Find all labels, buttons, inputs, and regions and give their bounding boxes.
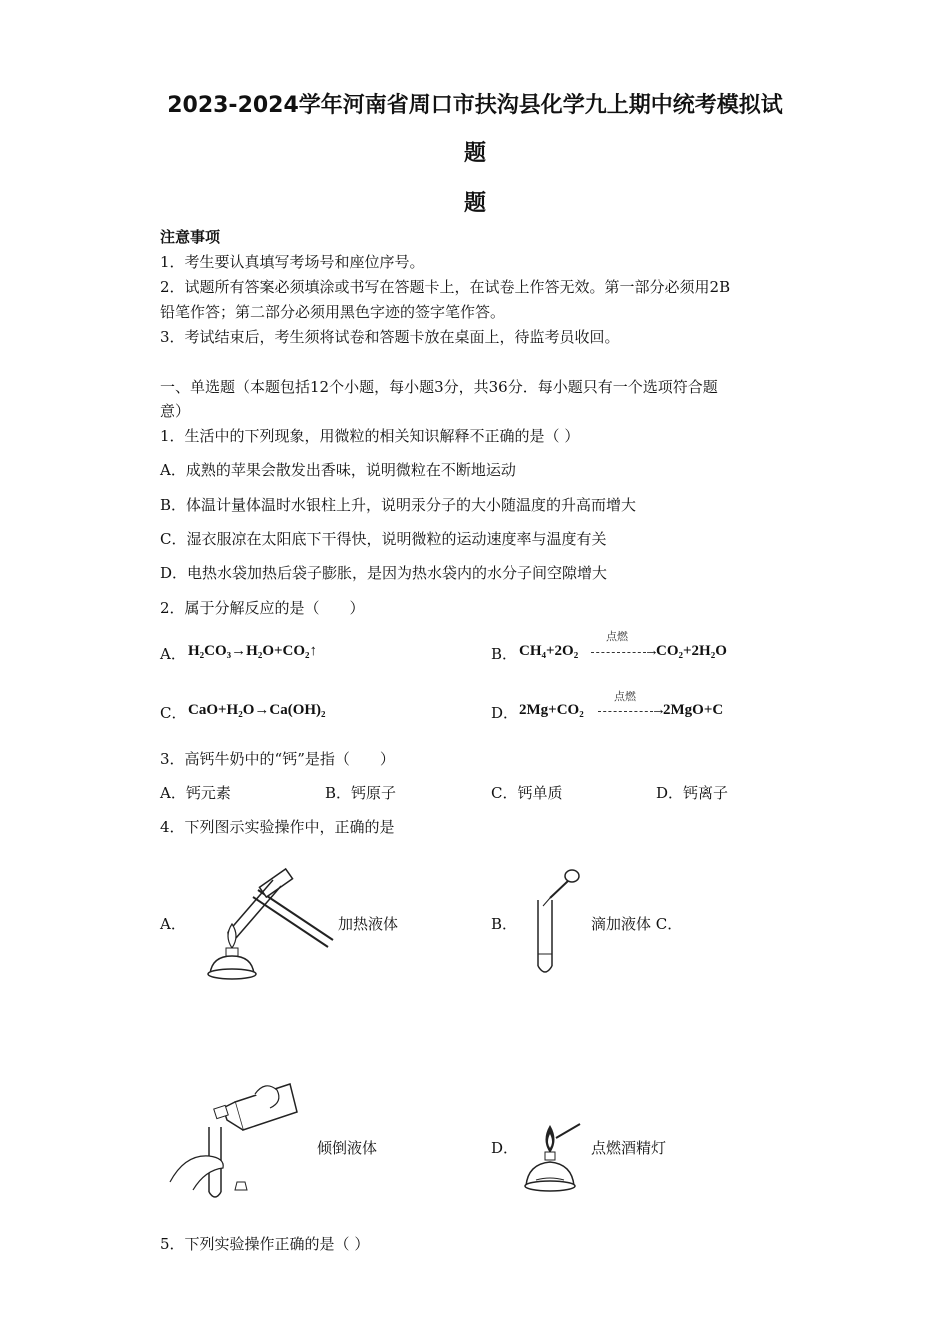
q2-option-c-label: C．	[160, 704, 187, 722]
q2-option-b-arrow	[591, 652, 646, 653]
notice-item-2b: 铅笔作答；第二部分必须用黑色字迹的签字笔作答。	[160, 303, 506, 321]
exam-title-line3: 题	[463, 191, 486, 216]
exam-title-line2: 题	[463, 141, 486, 166]
section-heading-b: 意）	[160, 402, 191, 420]
q2-option-b-arrowhead: →	[644, 643, 659, 659]
q1-option-a: A．成熟的苹果会散发出香味，说明微粒在不断地运动	[160, 461, 516, 479]
q4-option-a-caption: 加热液体	[338, 915, 399, 933]
exam-title-line1: 2023-2024学年河南省周口市扶沟县化学九上期中统考模拟试	[167, 93, 783, 118]
lighting-alcohol-lamp-illustration	[518, 1118, 588, 1198]
q2-option-d-arrow	[598, 711, 653, 712]
q2-option-d-arrowhead: →	[651, 702, 666, 718]
q3-stem: 3．高钙牛奶中的“钙”是指（ ）	[160, 750, 395, 768]
q3-option-c: C．钙单质	[491, 784, 563, 802]
q4-option-a-label: A．	[160, 915, 186, 933]
q2-option-b-products: CO₂+2H₂O	[656, 643, 727, 659]
q4-option-d-label: D．	[491, 1139, 519, 1157]
q4-option-d-caption: 点燃酒精灯	[591, 1139, 667, 1157]
heating-liquid-illustration	[198, 862, 338, 987]
q3-option-a: A．钙元素	[160, 784, 231, 802]
q4-option-b-caption: 滴加液体 C．	[591, 915, 683, 933]
notice-item-1: 1．考生要认真填写考场号和座位序号。	[160, 253, 425, 271]
q2-option-b-reactants: CH₄+2O₂	[519, 643, 579, 659]
q2-option-d-reactants: 2Mg+CO₂	[519, 702, 584, 718]
q2-stem: 2．属于分解反应的是（ ）	[160, 599, 365, 617]
q1-stem: 1．生活中的下列现象，用微粒的相关知识解释不正确的是（ ）	[160, 427, 580, 445]
q1-option-d: D．电热水袋加热后袋子膨胀，是因为热水袋内的水分子间空隙增大	[160, 564, 608, 582]
q4-stem: 4．下列图示实验操作中，正确的是	[160, 818, 395, 836]
q4-option-b-label: B．	[491, 915, 518, 933]
section-heading-a: 一、单选题（本题包括12个小题，每小题3分，共36分．每小题只有一个选项符合题	[160, 378, 718, 396]
q5-stem: 5．下列实验操作正确的是（ ）	[160, 1235, 370, 1253]
q3-option-b: B．钙原子	[325, 784, 397, 802]
notice-item-2a: 2．试题所有答案必须填涂或书写在答题卡上，在试卷上作答无效。第一部分必须用2B	[160, 278, 731, 296]
q2-option-a-label: A．	[160, 645, 186, 663]
q2-option-b-label: B．	[491, 645, 518, 663]
q2-option-d-products: 2MgO+C	[663, 702, 724, 718]
notice-item-3: 3．考试结束后，考生须将试卷和答题卡放在桌面上，待监考员收回。	[160, 328, 620, 346]
q2-option-d-condition: 点燃	[614, 690, 636, 703]
q2-option-d-label: D．	[491, 704, 519, 722]
q1-option-b: B．体温计量体温时水银柱上升，说明汞分子的大小随温度的升高而增大	[160, 496, 637, 514]
q3-option-d: D．钙离子	[656, 784, 729, 802]
q2-option-a-equation: H₂CO₃→H₂O+CO₂↑	[188, 643, 318, 659]
q2-option-b-condition: 点燃	[606, 630, 628, 643]
adding-liquid-dropper-illustration	[528, 866, 588, 981]
q1-option-c: C．湿衣服凉在太阳底下干得快，说明微粒的运动速度率与温度有关	[160, 530, 607, 548]
notice-heading: 注意事项	[160, 228, 221, 246]
q2-option-c-equation: CaO+H₂O→Ca(OH)₂	[188, 702, 326, 718]
pouring-liquid-illustration	[165, 1072, 305, 1202]
q4-option-c-caption: 倾倒液体	[317, 1139, 378, 1157]
